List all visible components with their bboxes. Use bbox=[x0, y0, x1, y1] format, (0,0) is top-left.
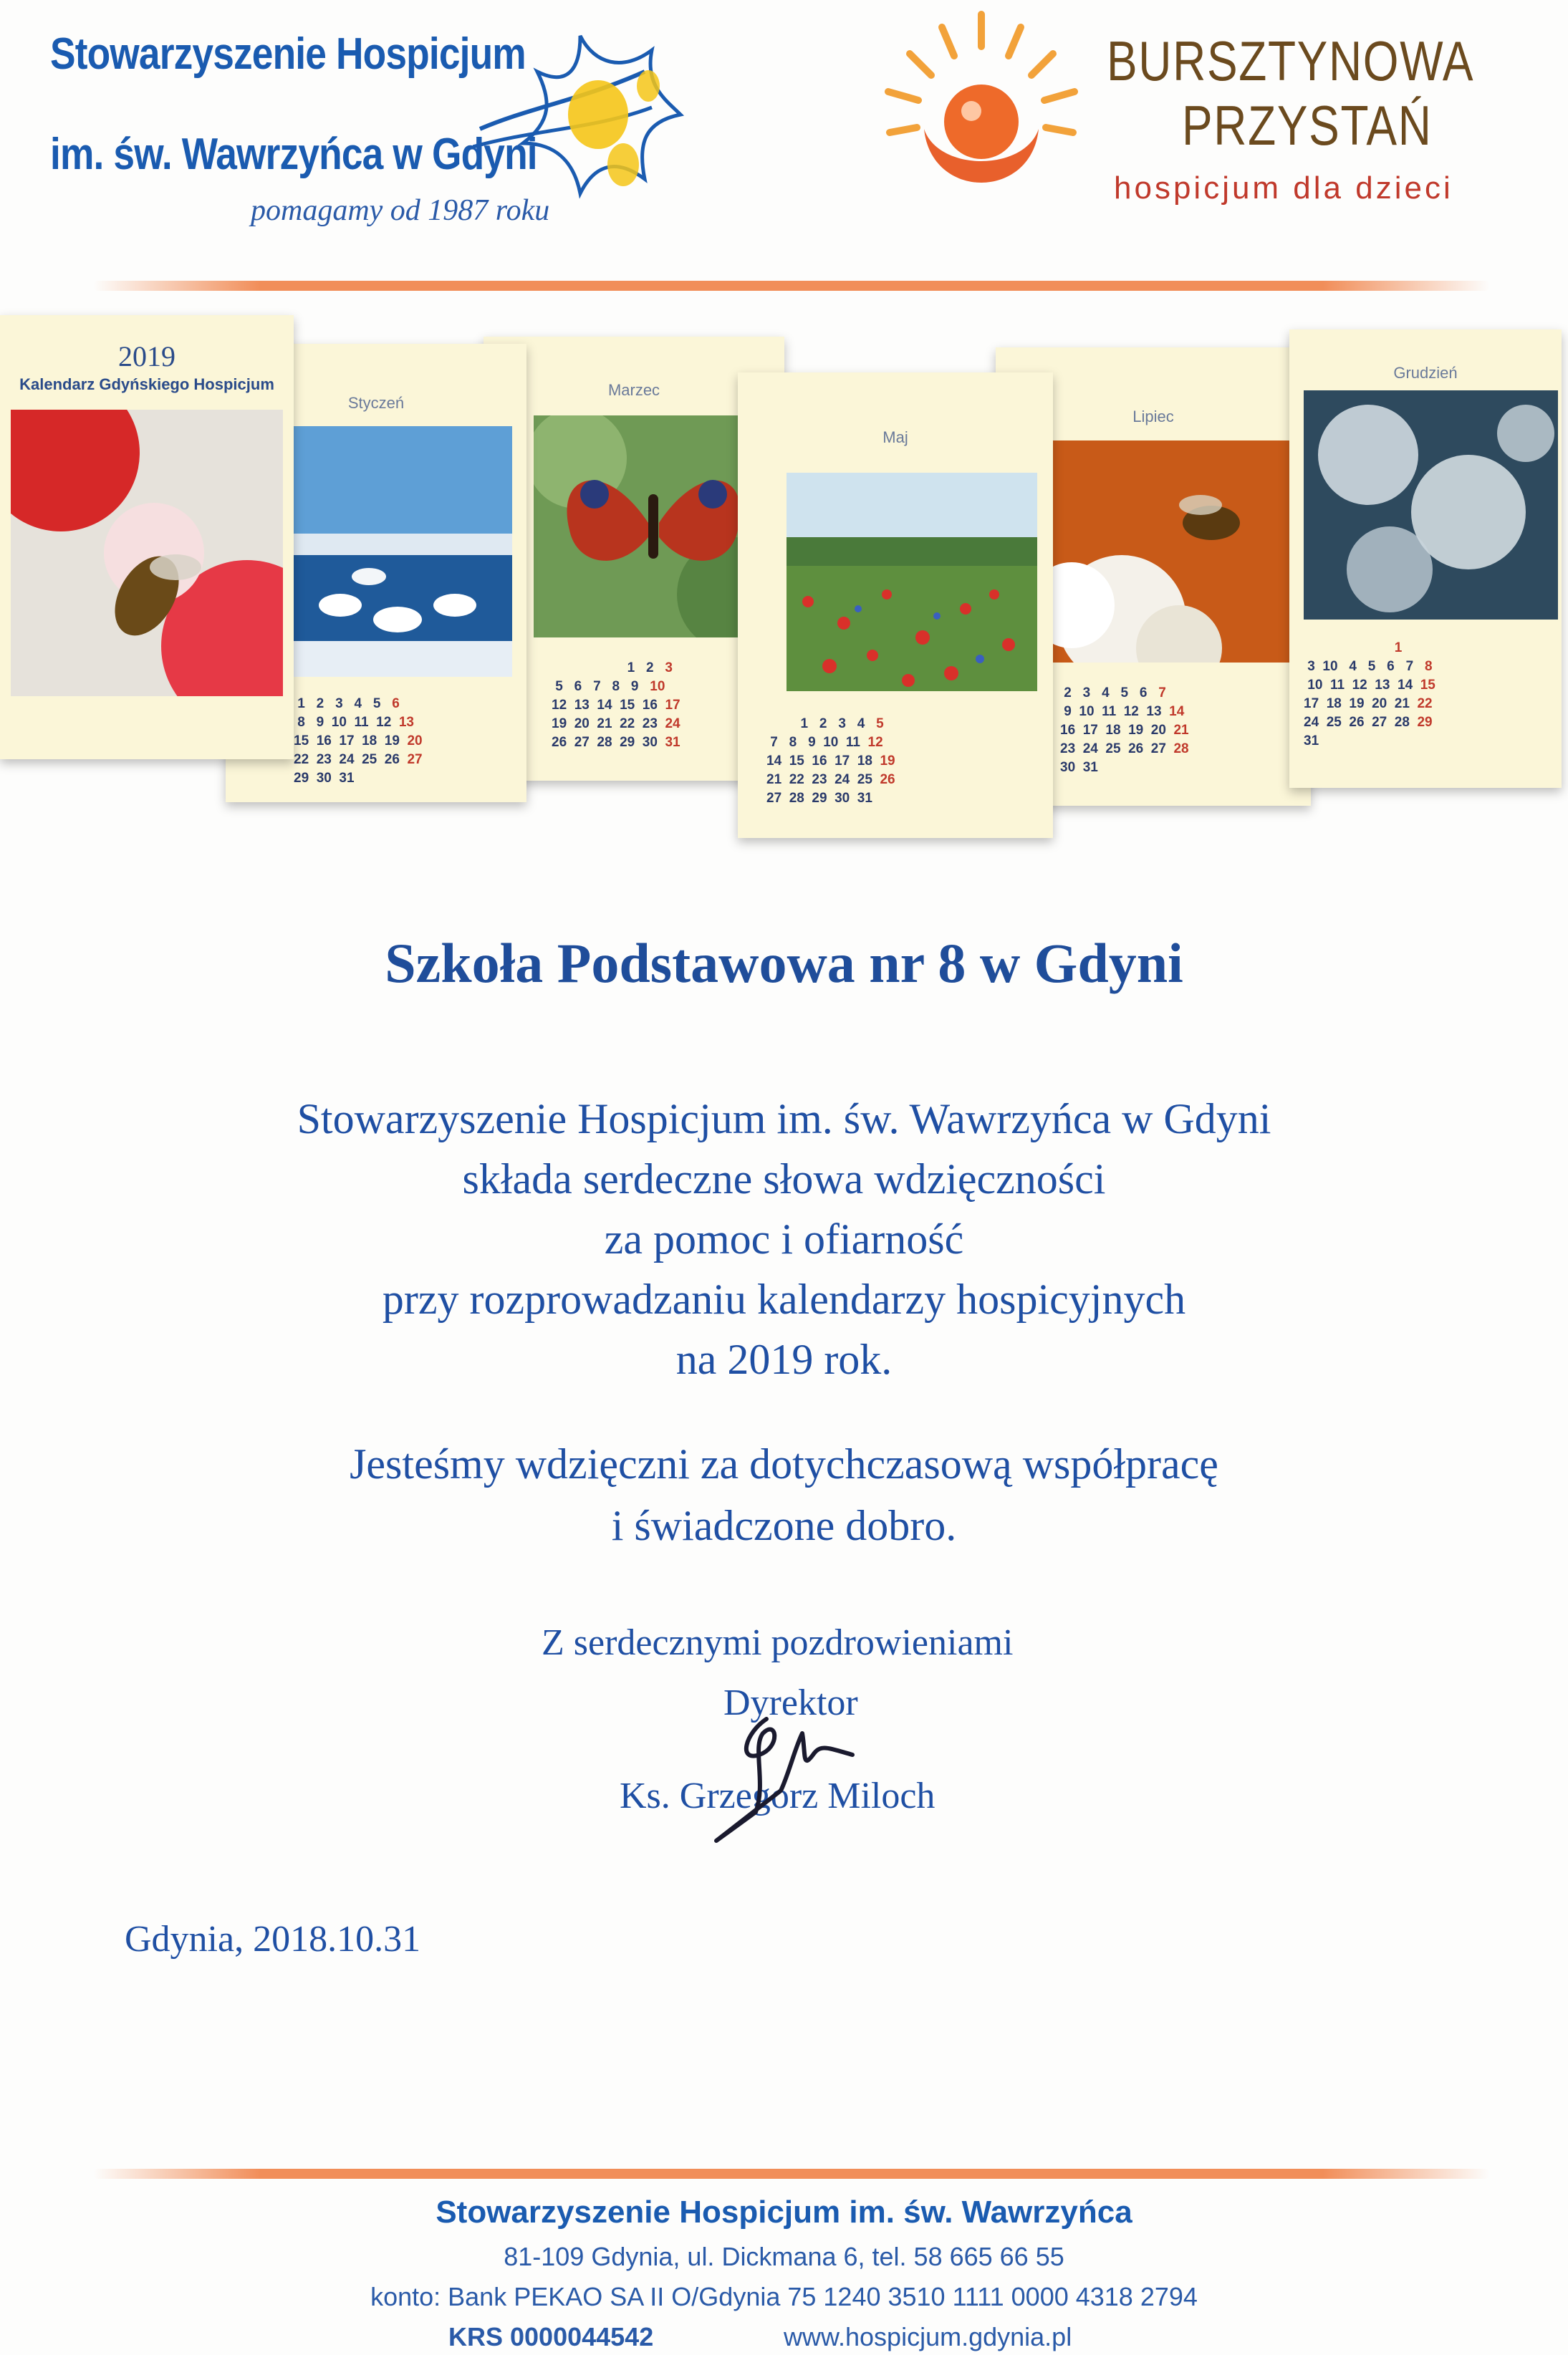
calendar-month-label: Maj bbox=[882, 428, 908, 446]
footer-address: 81-109 Gdynia, ul. Dickmana 6, tel. 58 665 66 55 bbox=[504, 2242, 1064, 2271]
calendar-photo-poppy-meadow bbox=[787, 473, 1037, 691]
calendar-cover-year: 2019 bbox=[118, 340, 175, 372]
bottom-divider bbox=[93, 2169, 1490, 2179]
footer-website[interactable]: www.hospicjum.gdynia.pl bbox=[784, 2322, 1072, 2351]
calendar-photo-frost bbox=[1304, 390, 1558, 620]
footer-bank-account: konto: Bank PEKAO SA II O/Gdynia 75 1240 3510 1111 0000 4318 2794 bbox=[370, 2282, 1198, 2311]
recipient-heading: Szkoła Podstawowa nr 8 w Gdyni bbox=[385, 932, 1183, 994]
calendar-cover-subtitle: Kalendarz Gdyńskiego Hospicjum bbox=[19, 375, 274, 393]
footer-krs: KRS 0000044542 bbox=[448, 2322, 654, 2351]
calendar-month-label: Lipiec bbox=[1132, 408, 1174, 425]
brand-subtitle: hospicjum dla dzieci bbox=[1114, 170, 1453, 206]
sun-icon bbox=[874, 7, 1089, 215]
hospice-logo bbox=[43, 21, 645, 236]
calendar-month-label: Marzec bbox=[607, 381, 660, 399]
greeting: Z serdecznymi pozdrowieniami bbox=[542, 1622, 1014, 1663]
body-line: składa serdeczne słowa wdzięczności bbox=[462, 1155, 1106, 1203]
calendar-cover bbox=[0, 315, 294, 759]
brand-title-line-2: PRZYSTAŃ bbox=[1182, 94, 1433, 157]
brand-title-line-1: BURSZTYNOWA bbox=[1107, 29, 1475, 92]
signer-title: Dyrektor bbox=[723, 1682, 858, 1723]
calendar-photo-bee-red-flower bbox=[11, 410, 283, 696]
place-and-date: Gdynia, 2018.10.31 bbox=[125, 1919, 421, 1960]
footer-org-name: Stowarzyszenie Hospicjum im. św. Wawrzyńca bbox=[436, 2195, 1132, 2230]
signer-name: Ks. Grzegorz Miloch bbox=[620, 1776, 935, 1816]
body-line: na 2019 rok. bbox=[675, 1336, 893, 1383]
calendar-days-grid: 1 2 3 5 6 7 8 9 10 12 13 14 15 16 17 19 20 21 22 23 24 26 27 28 29 30 31 bbox=[552, 660, 680, 750]
calendar-page-may bbox=[738, 372, 1053, 838]
calendar-days-grid: 1 2 3 4 5 7 8 9 10 11 12 14 15 16 17 18 19 21 22 23 24 25 26 27 28 29 30 31 bbox=[766, 716, 895, 806]
calendar-days-grid: 2 3 4 5 6 7 9 10 11 12 13 14 16 17 18 19 20 21 23 24 25 26 27 28 30 31 bbox=[1060, 685, 1189, 775]
calendar-days-grid: 1 3 10 4 5 6 7 8 10 11 12 13 14 15 17 18 19 20 21 22 24 25 26 27 28 29 31 bbox=[1304, 640, 1435, 748]
logo-line-1: Stowarzyszenie Hospicjum bbox=[50, 29, 526, 79]
calendar-photo-swans bbox=[290, 426, 512, 677]
body-line: Stowarzyszenie Hospicjum im. św. Wawrzyńca w Gdyni bbox=[297, 1095, 1271, 1142]
logo-line-2: im. św. Wawrzyńca w Gdyni bbox=[50, 130, 537, 179]
daffodil-icon bbox=[473, 21, 688, 208]
calendar-month-label: Grudzień bbox=[1393, 364, 1458, 382]
calendar-month-label: Styczeń bbox=[347, 394, 405, 412]
calendar-days-grid: 1 2 3 4 5 6 8 9 10 11 12 13 15 16 17 18 19 20 22 23 24 25 26 27 29 30 31 bbox=[294, 696, 423, 786]
body-line: za pomoc i ofiarność bbox=[604, 1215, 964, 1263]
handwritten-signature bbox=[688, 1705, 860, 1848]
calendar-strip bbox=[0, 315, 1568, 838]
closing-line: Jesteśmy wdzięczni za dotychczasową współpracę bbox=[350, 1440, 1218, 1488]
calendar-photo-butterfly bbox=[534, 415, 770, 637]
body-line: przy rozprowadzaniu kalendarzy hospicyjnych bbox=[382, 1276, 1186, 1323]
logo-tagline: pomagamy od 1987 roku bbox=[251, 194, 550, 227]
closing-line: i świadczone dobro. bbox=[611, 1502, 957, 1549]
calendar-page-december bbox=[1289, 329, 1562, 788]
childrens-hospice-logo bbox=[860, 7, 1547, 222]
top-divider bbox=[93, 281, 1490, 291]
calendar-photo-bee-flower bbox=[1043, 440, 1290, 663]
